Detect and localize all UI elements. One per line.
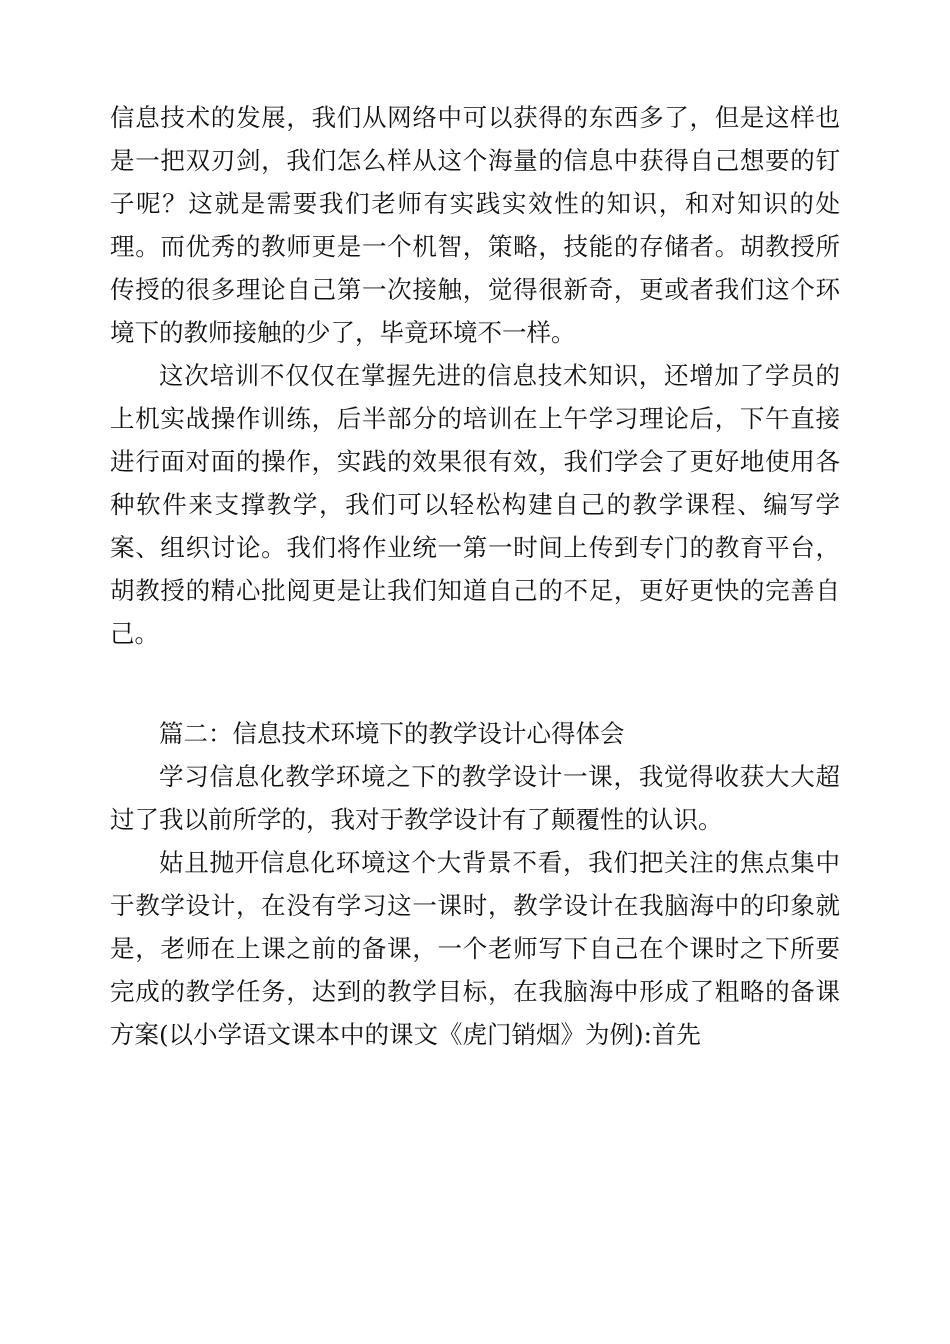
section-paragraph-2: 姑且抛开信息化环境这个大背景不看，我们把关注的焦点集中于教学设计，在没有学习这一课时，教学设计在我脑海中的印象就是，老师在上课之前的备课，一个老师写下自己在个课时之下所要完成的教学任务，达到的教学目标，在我脑海中形成了粗略的备课方案(以小学语文课本中的课文《虎门销烟》为例):首先 — [110, 848, 840, 1049]
section-paragraph-1: 学习信息化教学环境之下的教学设计一课，我觉得收获大大超过了我以前所学的，我对于教学设计有了颠覆性的认识。 — [110, 762, 840, 834]
paragraph-2: 这次培训不仅仅在掌握先进的信息技术知识，还增加了学员的上机实战操作训练，后半部分的培训在上午学习理论后，下午直接进行面对面的操作，实践的效果很有效，我们学会了更好地使用各种软件来支撑教学，我们可以轻松构建自己的教学课程、编写学案、组织讨论。我们将作业统一第一时间上传到专门的教育平台，胡教授的精心批阅更是让我们知道自己的不足，更好更快的完善自己。 — [110, 361, 840, 648]
section-title: 篇二：信息技术环境下的教学设计心得体会 — [159, 719, 625, 748]
paragraph-1: 信息技术的发展，我们从网络中可以获得的东西多了，但是这样也是一把双刃剑，我们怎么样从这个海量的信息中获得自己想要的钉子呢？这就是需要我们老师有实践实效性的知识，和对知识的处理。而优秀的教师更是一个机智，策略，技能的存储者。胡教授所传授的很多理论自己第一次接触，觉得很新奇，更或者我们这个环境下的教师接触的少了，毕竟环境不一样。 — [110, 103, 840, 347]
document-body — [110, 96, 840, 1056]
